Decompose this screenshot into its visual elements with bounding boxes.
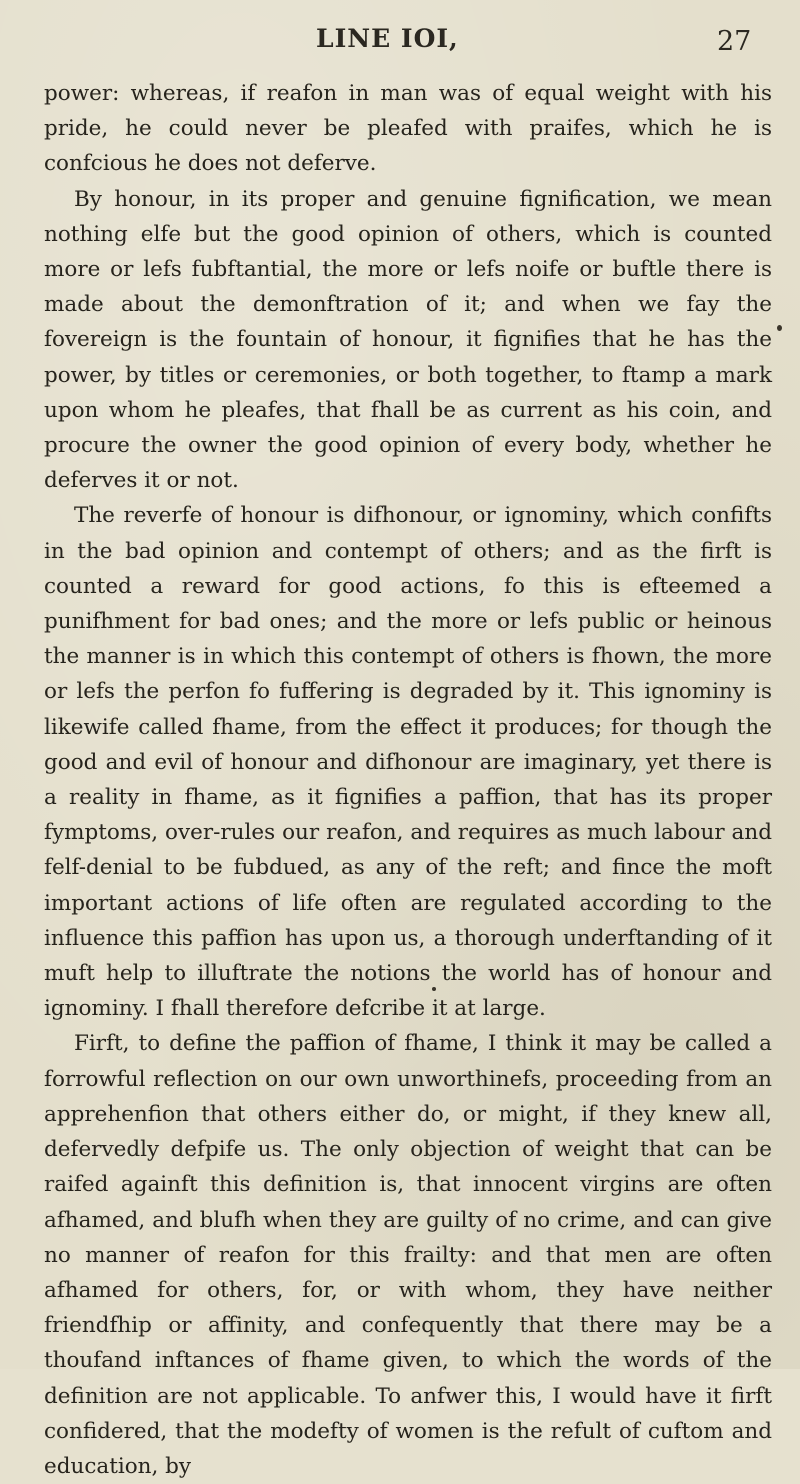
paragraph-3: The reverfe of honour is difhonour, or ignominy, which confifts in the bad opinion and contempt of others; and as the firft is counted a reward for good actions, fo this is efteemed a punifhment for bad ones; and the more or lefs public or heinous the manner is in which this contempt of others is fhown, the more or lefs the perfon fo fuffering is degraded by it. This ignominy is likewife called fhame, from the effect it produces; for though the good and evil of honour and difhonour are imaginary, yet there is a reality in fhame, as it fignifies a paffion, that has its proper fymptoms, over-rules our reafon, and requires as much labour and felf-denial to be fubdued, as any of the reft; and fince the moft important actions of life often are regulated according to the influence this paffion has upon us, a thorough underftanding of it muft help to illuftrate the notions the world has of honour and ignominy. I fhall therefore defcribe it at large. [44, 503, 772, 1022]
ink-speck-mark [777, 325, 782, 331]
running-head [0, 14, 800, 64]
paragraph-4: Firft, to define the paffion of fhame, I think it may be called a forrowful reflection on our own unworthinefs, proceeding from an apprehenfion that others either do, or might, if they knew all, defervedly defpife us. The only objection of weight that can be raifed againft this definition is, that innocent virgins are often afhamed, and blufh when they are guilty of no crime, and can give no manner of reafon for this frailty: and that men are often afhamed for others, for, or with whom, they have neither friendfhip or affinity, and confequently that there may be a thoufand inftances of fhame given, to which the words of the definition are not applicable. To anfwer this, I would have it firft confidered, that the modefty of women is the refult of cuftom and education, by [44, 1031, 772, 1479]
paragraph-2: By honour, in its proper and genuine fignification, we mean nothing elfe but the good opinion of others, which is counted more or lefs fubftantial, the more or lefs noife or buftle there is made about the demonftration of it; and when we fay the fovereign is the fountain of honour, it fignifies that he has the power, by titles or ceremonies, or both together, to ftamp a mark upon whom he pleafes, that fhall be as current as his coin, and procure the owner the good opinion of every body, whether he deferves it or not. [44, 186, 772, 494]
paragraph-1: power: whereas, if reafon in man was of equal weight with his pride, he could never be pleafed with praifes, which he is confcious he does not deferve. [44, 81, 772, 177]
running-title: LINE IOI, [316, 24, 459, 53]
ink-speck-mark [432, 987, 436, 991]
body-text [44, 76, 772, 1484]
page-number: 27 [717, 26, 752, 57]
